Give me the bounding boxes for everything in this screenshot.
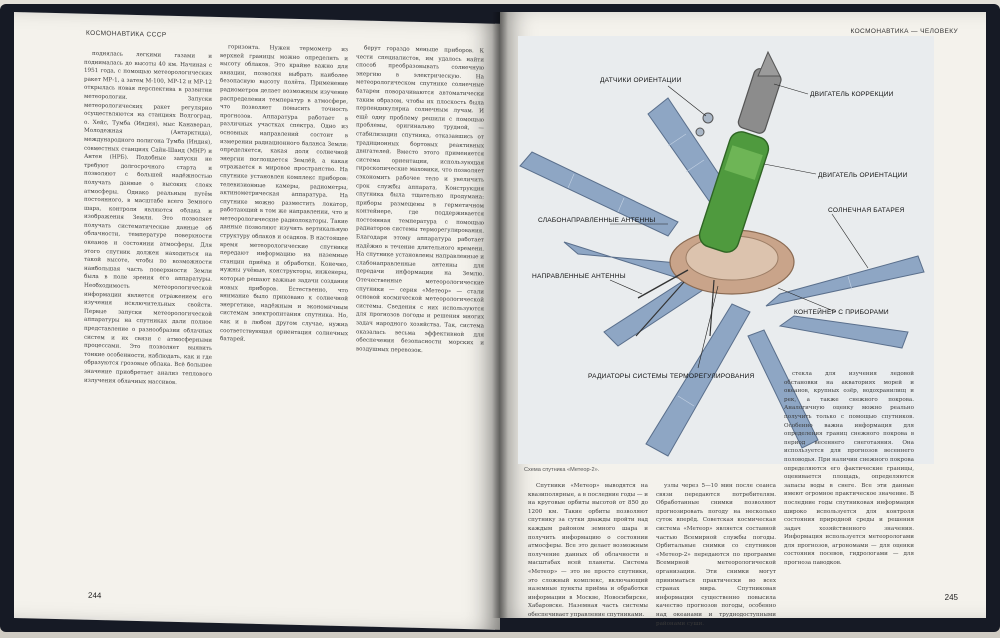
book-spine-shadow bbox=[492, 12, 508, 618]
label-instrument-container: КОНТЕЙНЕР С ПРИБОРАМИ bbox=[794, 309, 889, 316]
text-column-2 bbox=[220, 43, 348, 606]
text-column-1 bbox=[84, 50, 212, 601]
orientation-sensor bbox=[696, 128, 704, 136]
right-page bbox=[500, 12, 986, 627]
page-number-left: 244 bbox=[88, 590, 102, 601]
running-head-right: КОСМОНАВТИКА — ЧЕЛОВЕКУ bbox=[850, 28, 958, 35]
label-correction-engine: ДВИГАТЕЛЬ КОРРЕКЦИИ bbox=[810, 91, 894, 98]
figure-caption: Схема спутника «Метеор-2». bbox=[524, 467, 600, 473]
paragraph: Спутники «Метеор» выводятся на квазиполярные, а в последние годы — и на круговые орбиты высотой от 850 до 1200 км. Такие орбиты позволяют спутнику за сутки дважды пройти над каждым районом земного шара и получить информацию о состоянии атмосферы. Все это делает возможным получение данных об облачности в масштабах всей планеты. Система «Метеор» — это не просто спутники, это сложный комплекс, включающий наземные пункты приёма и обработки информации в Москве, Новосибирске, Хабаровске. Наземная часть системы обеспечивает управление спутниками. bbox=[528, 483, 648, 618]
label-radiators: РАДИАТОРЫ СИСТЕМЫ ТЕРМОРЕГУЛИРОВАНИЯ bbox=[588, 373, 755, 380]
text-column-1 bbox=[528, 482, 648, 618]
left-page bbox=[14, 12, 500, 630]
label-weak-antennas bbox=[538, 217, 655, 224]
text-column-2 bbox=[656, 482, 776, 627]
text-column-3 bbox=[356, 44, 484, 613]
paragraph: горизонта. Нужен термометр из верхней границы можно определить и высоту облаков. Это крайне важно для авиации, позволяя выбрать наиболее безопасную высоту полёта. Применение радиометров делает возможным изучение распределения температур в атмосфере, что позволяет повысить точность прогнозов. Аппаратура работает в различных участках спектра. Одно из основных направлений состоит в измерении радиационного баланса Земли: определяется, какая доля солнечной энергии поглощается Землёй, а какая отражается в мировое пространство. На спутнике установлен комплекс приборов: телевизионные камеры, радиометры, актинометрическая аппаратура. На спутнике можно разместить локатор, работающий в том же направлении, что и метеорологические радиолокаторы. Такие данные позволяют изучить вертикальную структуру облаков и осадков. В настоящее время метеорологические спутники передают информацию на наземные станции приёма и обработки. Конечно, нужны учёные, конструкторы, инженеры, которые решают важные задачи создания новых приборов. Естественно, что внимание было приковано к солнечной энергетике, надёжным и экономичным системам электропитания спутника. Но, как и в любом другом случае, нужна соответствующая ориентация солнечных батарей. bbox=[220, 44, 348, 343]
paragraph: узлы через 5—10 мин после сеанса связи передаются потребителям. Обработанные снимки позволяют прогнозировать погоду на несколько суток вперёд. Советская космическая система «Метеор» является составной частью Всемирной службы погоды. Орбитальные снимки со спутников «Метеор-2» передаются по программе Всемирной метеорологической организации. Эти снимки могут приниматься практически во всех странах мира. Спутниковая информация существенно повысила качество прогнозов погоды, особенно над океанами и труднодоступными районами суши. bbox=[656, 483, 776, 627]
running-head-left: КОСМОНАВТИКА СССР bbox=[86, 29, 167, 39]
paragraph: поднялась легкими газами и поднималась до высоты 40 км. Начиная с 1951 года, с помощью метеорологических ракет МР-1, а затем М-100, МР-12 и МР-12 открылась новая перспектива в развитии метеорологии. Запуски метеорологических ракет регулярно осуществляются на станциях Волгоград, о. Хейс, Тумба (Индия), мыс Канаверал, Молодежная (Антарктида), международного полигона Тумба (Индия), совместных станциях Сайн-Шанд (МНР) и Антен (НРБ). Подобные запуски не требуют долгосрочного старта и позволяют с большей надёжностью получать данные о высоких слоях атмосферы. Однако реальным путём постоянного, в масштабе всего Земного шара, контроля являются облака и изображения Земли. Это позволяет получать систематические данные об облачности, температуре поверхности океанов и состоянии атмосферы. Для этого спутник должен находиться на такой высоте, чтобы по возможности наибольшая часть поверхности Земли была в поле зрения его аппаратуры. Необходимость метеорологической информации является отражением его изучения исключительных свойств. Первые запуски метеорологической аппаратуры на спутниках дали полное представление о разнообразии облачных систем и их связи с атмосферными процессами. Это позволяет выявить тонкие особенности, наблюдать, как и где образуются грозовые облака. Всё большее значение приобретает анализ теплового излучения облачных массивов. bbox=[84, 50, 212, 386]
label-orientation-engine: ДВИГАТЕЛЬ ОРИЕНТАЦИИ bbox=[818, 172, 908, 179]
label-solar-battery: СОЛНЕЧНАЯ БАТАРЕЯ bbox=[828, 207, 905, 214]
label-weak-antennas-text: СЛАБОНАПРАВЛЕННЫЕ АНТЕННЫ bbox=[538, 217, 656, 224]
text-column-3 bbox=[784, 370, 914, 592]
paragraph: берут гораздо меньше приборов. К чести специалистов, им удалось найти способ преобразовывать солнечную энергию в электрическую. На метеорологическом спутнике солнечные батареи поворачиваются автоматически таким образом, чтобы их плоскость была перпендикулярна солнечным лучам. И ещё одну проблему решили с помощью проблемы, оригинально трудной, — стабилизации спутника, отказавшись от традиционных бортовых реактивных двигателей. Вместо этого применяется система ориентации, использующая гироскопические маховики, что позволяет сэкономить рабочее тело и увеличить срок службы аппарата. Конструкция спутника была тщательно продумана: приборы размещены в герметичном контейнере, где поддерживается постоянная температура с помощью радиаторов системы терморегулирования. Благодаря этому аппаратура работает надёжно в течение длительного времени. На спутнике установлены направленные и слабонаправленные антенны для передачи информации на Землю. Отечественные метеорологические спутники — серия «Метеор» — стали основой космической метеорологической системы. Сведения с них используются для прогнозов погоды и решения многих задач народного хозяйства. Так, система оказалась весьма эффективной для обеспечения безопасности морских и воздушных перевозок. bbox=[356, 45, 484, 354]
label-directional-antennas: НАПРАВЛЕННЫЕ АНТЕННЫ bbox=[532, 273, 626, 280]
label-orientation-sensors: ДАТЧИКИ ОРИЕНТАЦИИ bbox=[600, 77, 682, 84]
page-number-right: 245 bbox=[944, 593, 958, 602]
paragraph: стекла для изучения ледовой обстановки на акваториях морей и океанов, крупных озёр, водохранилищ и рек, а также снежного покрова. Аналогичную оценку можно реально получить только с помощью спутников. Особенно важна информация для определения границ снежного покрова в период весеннего снеготаяния. Она используется для прогнозов весеннего половодья. При наличии снежного покрова определяются его фактические границы, оценивается площадь, определяются запасы воды в снеге. Все эти данные имеют огромное практическое значение. В последние годы спутниковая информация широко используется для контроля состояния природной среды и решения задач хозяйственного значения. Информация используется метеорологами для прогнозов, агрономами — для оценки состояния посевов, гидрологами — для прогноза паводков. bbox=[784, 371, 914, 567]
